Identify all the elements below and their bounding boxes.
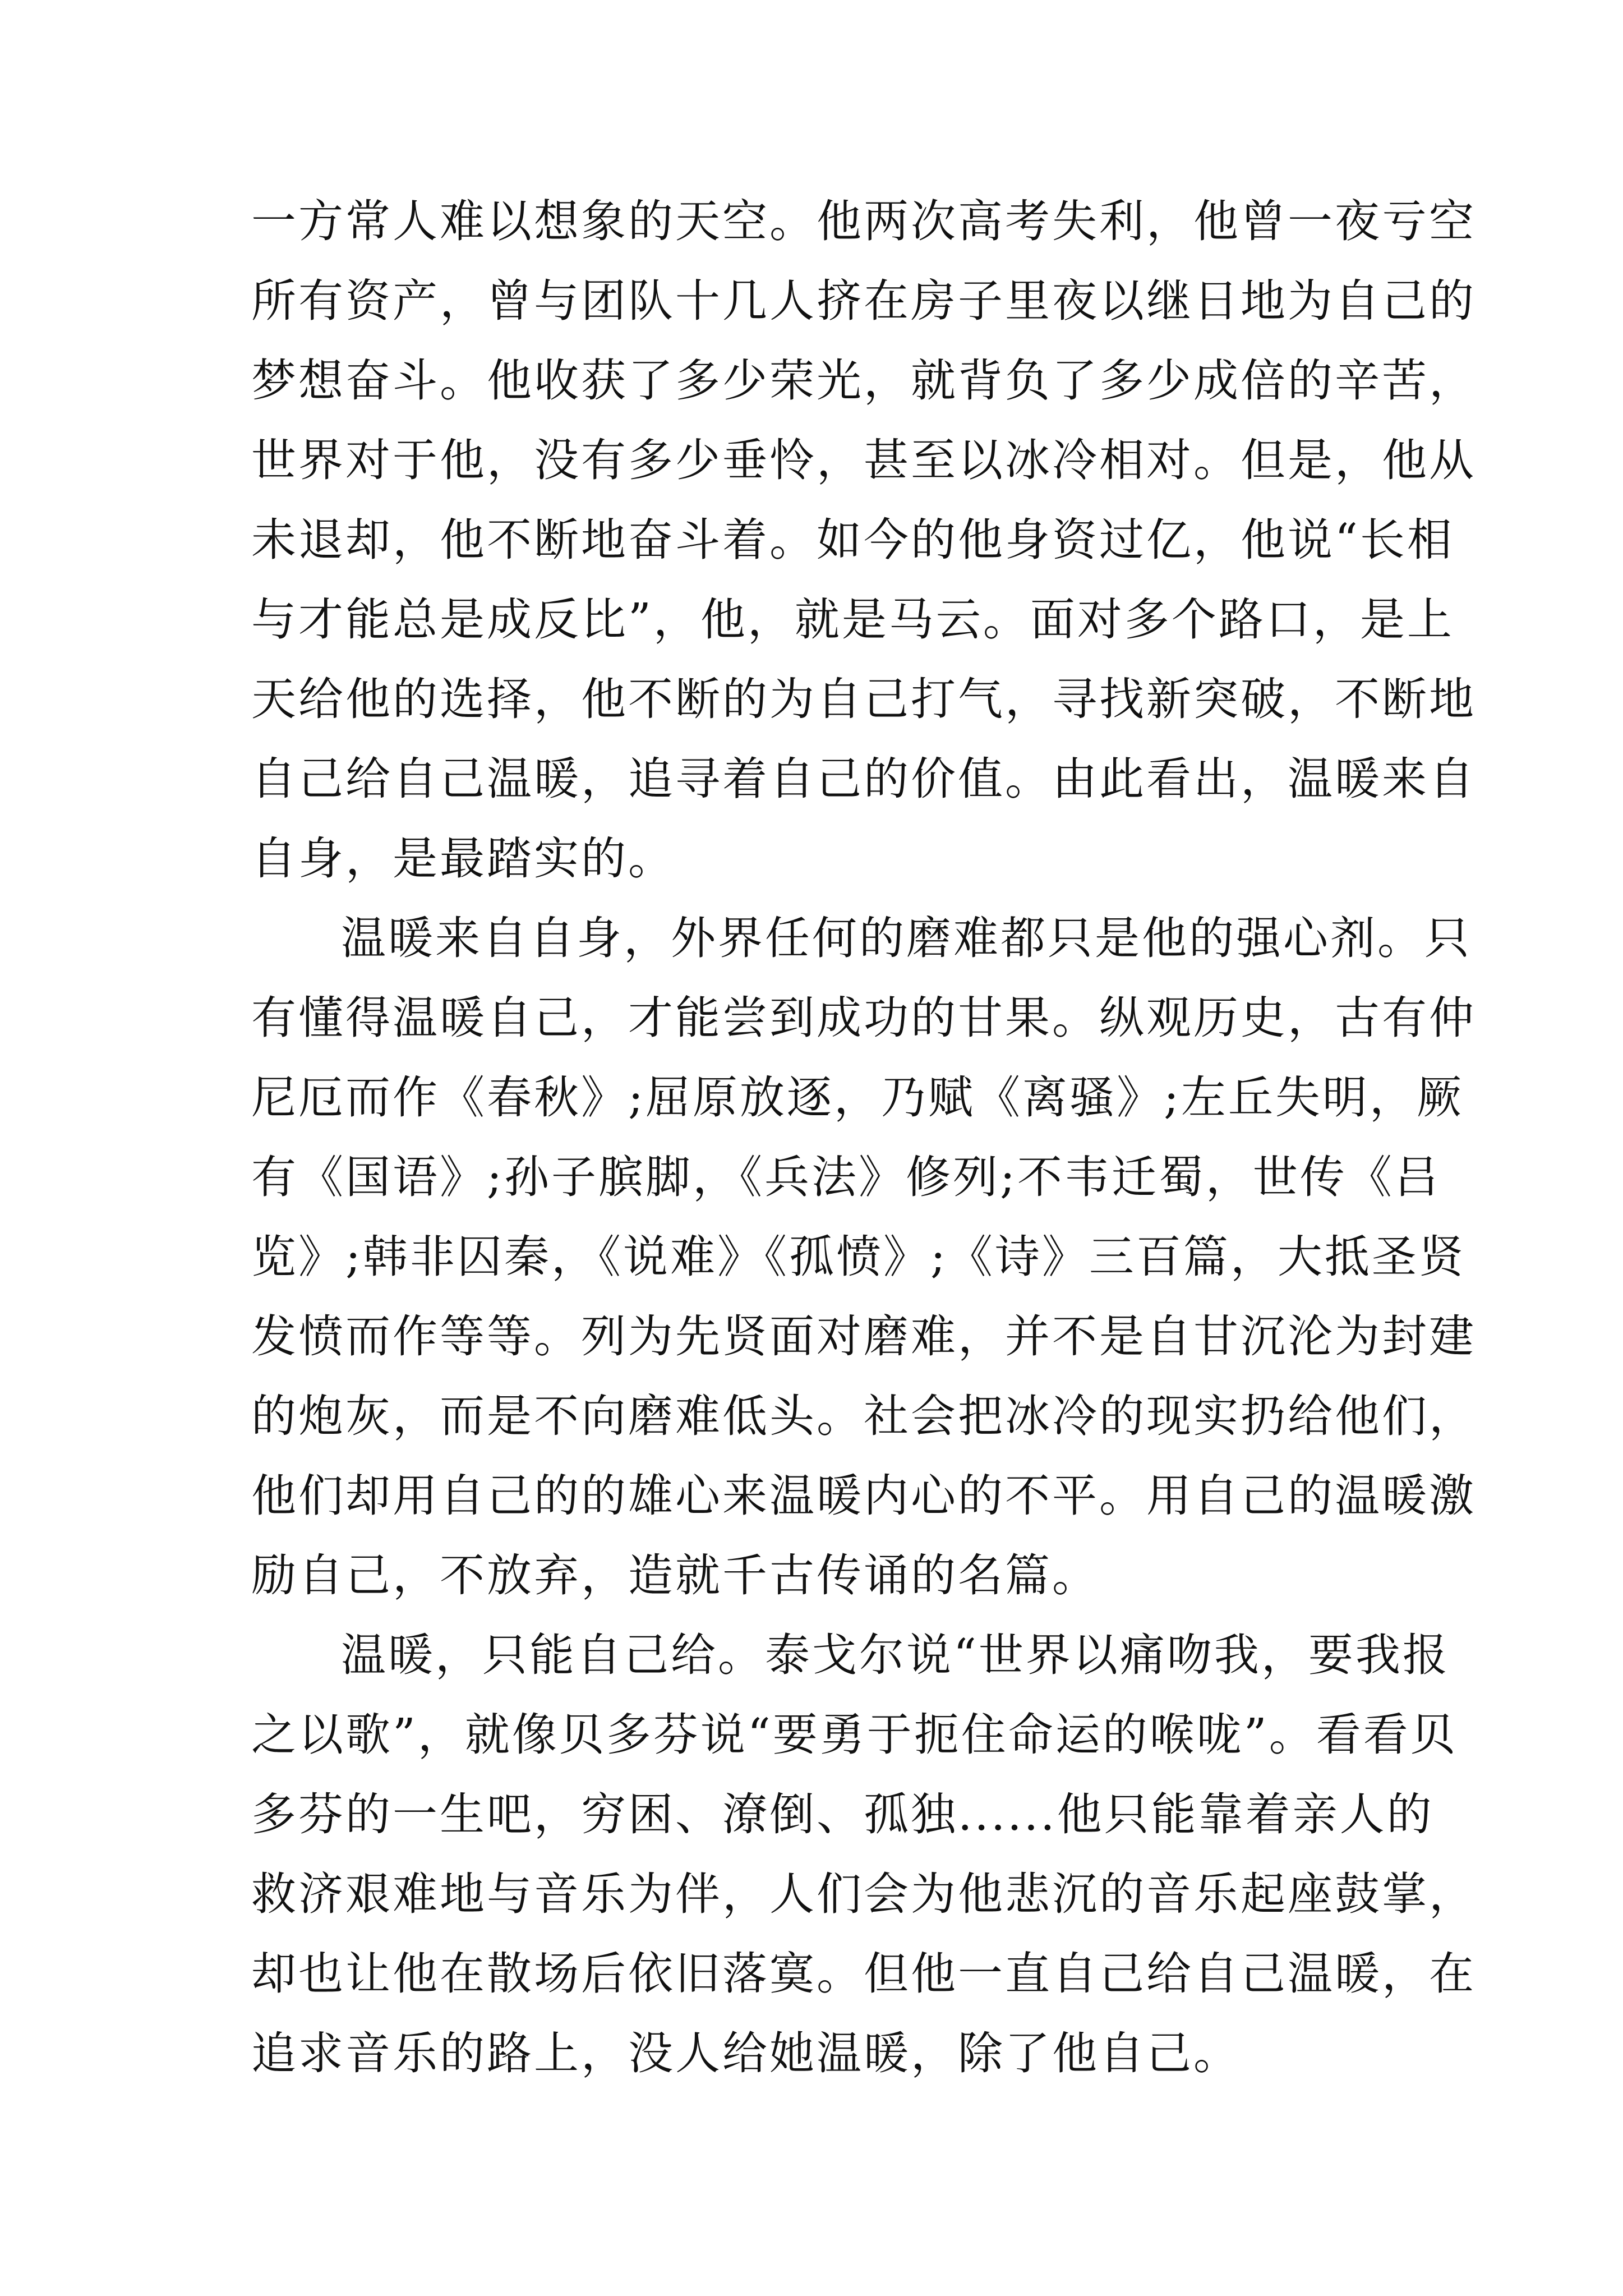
text-line: 救济艰难地与音乐为伴，人们会为他悲沉的音乐起座鼓掌， [251,1868,1476,1920]
text-line: 尼厄而作《春秋》;屈原放逐，乃赋《离骚》;左丘失明，厥 [251,1071,1464,1124]
text-line: 自身，是最踏实的。 [251,832,675,885]
text-line: 世界对于他，没有多少垂怜，甚至以冰冷相对。但是，他从 [251,434,1476,486]
text-line: 与才能总是成反比”，他，就是马云。面对多个路口，是上 [251,593,1454,646]
text-line: 励自己，不放弃，造就千古传诵的名篇。 [251,1549,1099,1602]
text-line: 自己给自己温暖，追寻着自己的价值。由此看出，温暖来自 [251,753,1476,805]
text-line: 天给他的选择，他不断的为自己打气，寻找新突破，不断地 [251,673,1476,725]
text-line: 的炮灰，而是不向磨难低头。社会把冰冷的现实扔给他们， [251,1390,1476,1442]
text-line: 未退却，他不断地奋斗着。如今的他身资过亿，他说“长相 [251,514,1454,566]
text-line: 有懂得温暖自己，才能尝到成功的甘果。纵观历史，古有仲 [251,992,1476,1044]
text-line: 他们却用自己的的雄心来温暖内心的不平。用自己的温暖激 [251,1470,1476,1522]
paragraph-first-line: 温暖来自自身，外界任何的磨难都只是他的强心剂。只 [341,912,1472,964]
paragraph-first-line: 温暖，只能自己给。泰戈尔说“世界以痛吻我，要我报 [341,1629,1450,1681]
text-line: 所有资产，曾与团队十几人挤在房子里夜以继日地为自己的 [251,275,1476,327]
text-line: 多芬的一生吧，穷困、潦倒、孤独......他只能靠着亲人的 [251,1788,1434,1841]
text-line: 一方常人难以想象的天空。他两次高考失利，他曾一夜亏空 [251,195,1476,247]
text-line: 览》;韩非囚秦，《说难》《孤愤》;《诗》三百篇，大抵圣贤 [251,1231,1466,1283]
text-line: 发愤而作等等。列为先贤面对磨难，并不是自甘沉沦为封建 [251,1310,1476,1363]
text-line: 梦想奋斗。他收获了多少荣光，就背负了多少成倍的辛苦， [251,355,1476,407]
text-line: 追求音乐的路上，没人给她温暖，除了他自己。 [251,2027,1241,2079]
text-line: 有《国语》;孙子膑脚，《兵法》修列;不韦迁蜀，世传《吕 [251,1151,1441,1203]
text-line: 却也让他在散场后依旧落寞。但他一直自己给自己温暖，在 [251,1948,1476,2000]
text-line: 之以歌”，就像贝多芬说“要勇于扼住命运的喉咙”。看看贝 [251,1709,1458,1761]
